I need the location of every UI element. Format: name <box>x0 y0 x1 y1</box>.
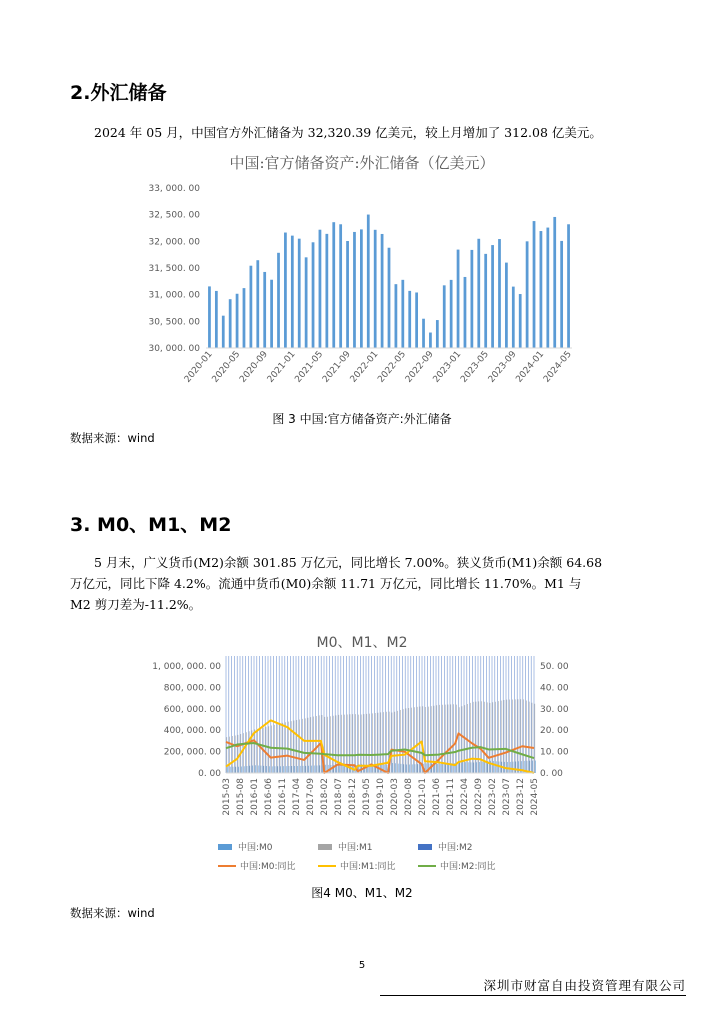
money-supply-paragraph <box>70 552 670 615</box>
chart2-x-tick-label: 2022-09 <box>474 778 484 816</box>
chart2-x-tick-label: 2023-02 <box>488 778 498 816</box>
chart1-bar-2020-12 <box>284 233 287 348</box>
chart1-bar-2020-09 <box>263 272 266 348</box>
legend-swatch-m0-yoy <box>218 865 236 867</box>
legend-swatch-m0 <box>218 844 232 850</box>
chart1-x-tick-label: 2022-05 <box>376 349 409 385</box>
chart1-bar-2020-11 <box>277 253 280 348</box>
chart1-bar-2021-04 <box>312 242 315 348</box>
chart2-x-tick-label: 2016-01 <box>250 778 260 816</box>
chart2-right-tick-label: 30. 00 <box>540 704 569 715</box>
legend-item-m1 <box>318 840 418 853</box>
chart2-caption: 图4 M0、M1、M2 <box>311 886 413 900</box>
chart1-title: 中国:官方储备资产:外汇储备（亿美元） <box>229 154 495 172</box>
chart1-y-tick-label: 32, 500. 00 <box>148 210 200 221</box>
chart1-bar-2022-09 <box>429 333 432 348</box>
chart1-bar-2022-04 <box>395 284 398 348</box>
chart2-x-tick-label: 2021-06 <box>432 778 442 816</box>
chart1-x-tick-label: 2020-05 <box>210 349 243 385</box>
chart1-bar-2020-02 <box>215 291 218 348</box>
money-supply-chart <box>140 656 600 831</box>
chart2-right-tick-label: 0. 00 <box>540 769 563 779</box>
legend-swatch-m2 <box>418 844 432 850</box>
chart2-x-tick-label: 2023-12 <box>516 778 526 816</box>
chart1-source: 数据来源：wind <box>70 431 155 445</box>
chart1-bar-2024-02 <box>546 228 549 348</box>
chart1-bar-2020-05 <box>236 294 239 348</box>
chart2-x-tick-label: 2017-04 <box>292 778 302 816</box>
chart1-x-tick-label: 2022-09 <box>403 349 436 385</box>
chart1-bar-2023-08 <box>505 263 508 348</box>
chart2-right-tick-label: 20. 00 <box>540 726 569 737</box>
legend-item-m0-yoy <box>218 859 318 872</box>
chart1-bar-2022-02 <box>381 234 384 348</box>
chart1-bar-2023-04 <box>477 239 480 348</box>
chart1-bar-2021-02 <box>298 239 301 348</box>
chart1-bar-2023-01 <box>457 250 460 348</box>
legend-label-m1-yoy: 中国:M1:同比 <box>340 862 396 872</box>
chart1-x-tick-label: 2023-09 <box>486 349 519 385</box>
chart2-right-tick-label: 40. 00 <box>540 683 569 694</box>
chart1-bar-2021-05 <box>319 230 322 348</box>
chart2-x-tick-label: 2024-05 <box>530 778 540 816</box>
chart1-x-tick-label: 2024-01 <box>514 349 547 385</box>
legend-item-m2 <box>418 840 518 853</box>
chart2-x-tick-label: 2016-06 <box>264 778 274 816</box>
chart1-bar-2022-11 <box>443 285 446 348</box>
legend-swatch-m1 <box>318 844 332 850</box>
chart1-y-tick-label: 32, 000. 00 <box>148 237 200 248</box>
chart1-bar-2024-03 <box>553 217 556 348</box>
legend-item-m1-yoy <box>318 859 418 872</box>
chart1-x-tick-label: 2021-01 <box>265 349 298 385</box>
chart1-bar-2020-07 <box>250 266 253 348</box>
chart1-y-tick-label: 30, 000. 00 <box>148 344 200 354</box>
chart1-y-tick-label: 31, 500. 00 <box>148 264 200 274</box>
chart2-x-tick-label: 2020-08 <box>404 778 414 816</box>
paragraph-line-1: 5 月末，广义货币(M2)余额 301.85 万亿元，同比增长 7.00%。狭义货币(M1)余额 64.68 <box>94 555 603 570</box>
chart2-legend <box>218 840 518 872</box>
legend-label-m2-yoy: 中国:M2:同比 <box>440 862 496 872</box>
chart1-bar-2021-03 <box>305 257 308 348</box>
chart1-bar-2021-06 <box>325 234 328 348</box>
chart2-x-tick-label: 2021-11 <box>446 778 456 816</box>
chart1-bar-2022-03 <box>388 248 391 348</box>
legend-item-m0 <box>218 840 318 853</box>
chart1-bar-2022-08 <box>422 319 425 348</box>
chart1-x-tick-label: 2022-01 <box>348 349 381 385</box>
chart1-bar-2023-03 <box>470 250 473 348</box>
legend-label-m0: 中国:M0 <box>238 843 273 853</box>
chart1-bar-2024-05 <box>567 224 570 348</box>
chart1-bar-2021-01 <box>291 236 294 348</box>
chart2-left-tick-label: 400, 000. 00 <box>163 726 221 737</box>
fx-reserves-chart <box>140 176 600 406</box>
chart1-bar-2022-12 <box>450 280 453 348</box>
legend-item-m2-yoy <box>418 859 518 872</box>
chart1-bar-2023-05 <box>484 254 487 348</box>
chart1-y-axis <box>148 184 200 354</box>
chart1-bar-2022-05 <box>401 280 404 348</box>
chart1-bar-2023-07 <box>498 239 501 348</box>
chart1-bar-2020-10 <box>270 280 273 348</box>
chart1-bar-2023-02 <box>464 277 467 348</box>
paragraph-line-3: M2 剪刀差为-11.2%。 <box>70 597 202 612</box>
chart1-x-tick-label: 2023-01 <box>431 349 464 385</box>
legend-label-m2: 中国:M2 <box>438 843 473 853</box>
chart2-x-tick-label: 2019-05 <box>362 778 372 816</box>
chart1-bar-2021-08 <box>339 224 342 348</box>
chart2-x-tick-label: 2020-03 <box>390 778 400 816</box>
legend-label-m1: 中国:M1 <box>338 843 373 853</box>
chart1-bar-2023-06 <box>491 245 494 348</box>
chart2-x-tick-label: 2021-01 <box>418 778 428 816</box>
chart2-x-tick-label: 2019-10 <box>376 778 386 816</box>
page-number: 5 <box>358 960 366 971</box>
chart2-left-tick-label: 800, 000. 00 <box>163 683 221 694</box>
chart1-bar-2022-06 <box>408 291 411 348</box>
chart1-bar-2022-01 <box>374 230 377 348</box>
chart1-x-tick-label: 2021-05 <box>293 349 326 385</box>
chart1-bar-2021-11 <box>360 229 363 348</box>
chart1-bar-2021-10 <box>353 232 356 348</box>
chart1-y-tick-label: 31, 000. 00 <box>148 290 200 301</box>
chart1-bar-2023-12 <box>533 221 536 348</box>
chart1-x-tick-label: 2023-05 <box>459 349 491 385</box>
chart1-bar-2023-11 <box>526 241 529 348</box>
chart2-x-tick-label: 2023-07 <box>502 778 512 816</box>
legend-swatch-m1-yoy <box>318 865 336 867</box>
chart2-x-tick-label: 2016-11 <box>278 778 288 816</box>
chart1-bar-2020-04 <box>229 299 232 348</box>
chart1-bar-2021-09 <box>346 241 349 348</box>
chart1-bar-2024-01 <box>540 231 543 348</box>
chart2-title: M0、M1、M2 <box>316 635 408 651</box>
chart1-bar-2022-10 <box>436 320 439 348</box>
chart1-bar-2024-04 <box>560 241 563 348</box>
legend-swatch-m2-yoy <box>418 865 436 867</box>
chart1-y-tick-label: 30, 500. 00 <box>148 317 200 328</box>
chart2-x-tick-label: 2015-08 <box>236 778 246 816</box>
chart1-bar-2020-01 <box>208 286 211 348</box>
chart1-bar-2020-08 <box>256 260 259 348</box>
chart2-left-tick-label: 600, 000. 00 <box>163 704 221 715</box>
chart1-x-axis <box>183 348 574 385</box>
chart1-x-tick-label: 2024-05 <box>542 349 574 385</box>
chart2-left-tick-label: 0. 00 <box>198 769 221 779</box>
chart2-x-tick-label: 2015-03 <box>222 778 232 816</box>
section-heading-money-supply: 3. M0、M1、M2 <box>70 514 232 536</box>
chart1-caption: 图 3 中国:官方储备资产:外汇储备 <box>272 412 452 426</box>
chart1-bar-2021-12 <box>367 215 370 348</box>
chart1-bar-2021-07 <box>332 222 335 348</box>
chart2-x-tick-label: 2018-02 <box>320 778 330 816</box>
chart1-y-tick-label: 33, 000. 00 <box>148 184 200 194</box>
chart2-x-tick-label: 2022-04 <box>460 778 470 816</box>
chart2-left-tick-label: 200, 000. 00 <box>163 747 221 758</box>
chart2-source: 数据来源：wind <box>70 906 155 920</box>
chart1-bar-2022-07 <box>415 292 418 348</box>
chart1-x-tick-label: 2020-01 <box>182 349 215 385</box>
chart2-right-tick-label: 50. 00 <box>540 662 569 672</box>
chart1-bars <box>208 215 570 348</box>
chart1-x-tick-label: 2021-09 <box>321 349 353 385</box>
section-heading-fx-reserves: 2.外汇储备 <box>70 82 167 104</box>
footer-company: 深圳市财富自由投资管理有限公司 <box>483 978 686 993</box>
chart1-bar-2023-10 <box>519 294 522 348</box>
chart2-right-tick-label: 10. 00 <box>540 747 569 758</box>
legend-label-m0-yoy: 中国:M0:同比 <box>240 862 296 872</box>
chart2-x-tick-label: 2018-12 <box>348 778 358 816</box>
chart1-bar-2023-09 <box>512 287 515 348</box>
chart1-bar-2020-03 <box>222 316 225 348</box>
chart2-left-tick-label: 1, 000, 000. 00 <box>152 662 221 672</box>
chart2-x-tick-label: 2018-07 <box>334 778 344 816</box>
fx-reserves-paragraph: 2024 年 05 月，中国官方外汇储备为 32,320.39 亿美元，较上月增加了 312.08 亿美元。 <box>94 125 602 140</box>
chart1-x-tick-label: 2020-09 <box>238 349 270 385</box>
chart2-x-tick-label: 2017-09 <box>306 778 316 816</box>
chart1-bar-2020-06 <box>243 288 246 348</box>
paragraph-line-2: 万亿元，同比下降 4.2%。流通中货币(M0)余额 11.71 万亿元，同比增长 11.70%。M1 与 <box>70 576 582 591</box>
footer-rule <box>380 995 686 996</box>
